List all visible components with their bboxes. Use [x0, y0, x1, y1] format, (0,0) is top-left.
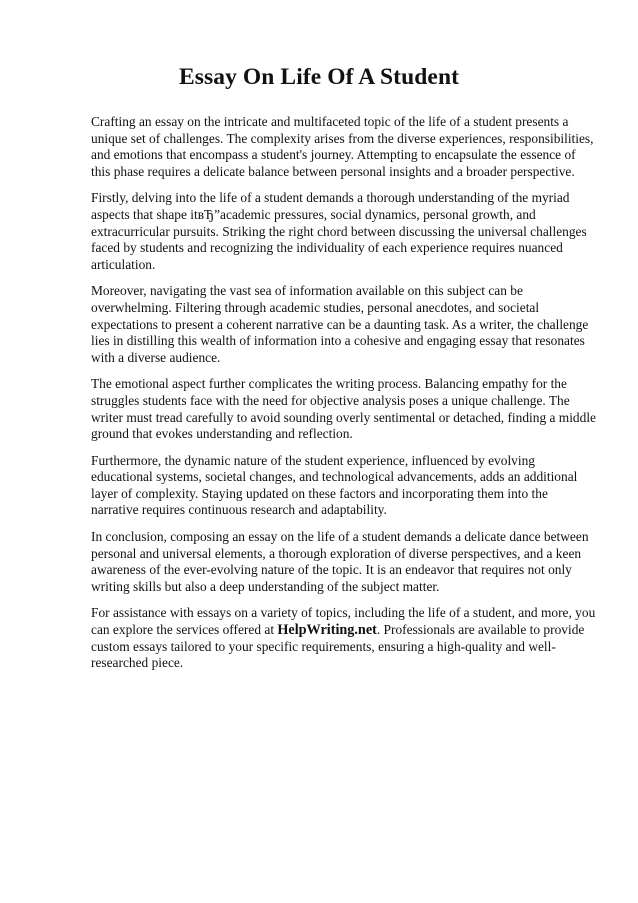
- paragraph-emotional: The emotional aspect further complicates the writing process. Balancing empathy for the struggles students face with the need for objective analysis poses a unique challenge. The writer must tread carefully to avoid sounding overly sentimental or detached, finding a middle ground that evokes understanding and reflection.: [91, 376, 596, 442]
- paragraph-conclusion: In conclusion, composing an essay on the life of a student demands a delicate dance between personal and universal elements, a thorough exploration of diverse perspectives, and a keen awareness of the ever-evolving nature of the topic. It is an endeavor that requires not only writing skills but also a deep understanding of the subject matter.: [91, 529, 589, 594]
- paragraph-closing: [91, 605, 596, 671]
- paragraph-furthermore: Furthermore, the dynamic nature of the student experience, influenced by evolving educational systems, societal changes, and technological advancements, adds an additional layer of complexity. Staying updated on these factors and incorporating them into the narrative requires continuous research and adaptability.: [91, 452, 578, 518]
- paragraph-intro: Crafting an essay on the intricate and multifaceted topic of the life of a student presents a unique set of challenges. The complexity arises from the diverse experiences, responsibilities, and emotions that encompass a student's journey. Attempting to encapsulate the essence of this phase requires a delicate balance between personal insights and a broader perspective.: [91, 114, 594, 179]
- paragraph-moreover: Moreover, navigating the vast sea of information available on this subject can be overwhelming. Filtering through academic studies, personal anecdotes, and societal expectations to present a coherent narrative can be a daunting task. As a writer, the challenge lies in distilling this wealth of information into a cohesive and engaging essay that resonates with a diverse audience.: [91, 283, 589, 365]
- page-title: Essay On Life Of A Student: [178, 64, 460, 90]
- paragraph-firstly: Firstly, delving into the life of a student demands a thorough understanding of the myriad aspects that shape itвЂ”academic pressures, social dynamics, personal growth, and extracurricular pursuits. Striking the right chord between discussing the universal challenges faced by students and recognizing the individuality of each experience requires nuanced articulation.: [91, 190, 587, 272]
- closing-text-before: For assistance with essays on a variety of topics, including the life of a student, and more, you can explore the services offered at: [91, 605, 596, 638]
- document-body: [91, 114, 596, 672]
- closing-text-after: . Professionals are available to provide custom essays tailored to your specific requirements, ensuring a high-quality and well-researched piece.: [91, 622, 585, 671]
- helpwriting-link[interactable]: HelpWriting.net: [277, 622, 377, 639]
